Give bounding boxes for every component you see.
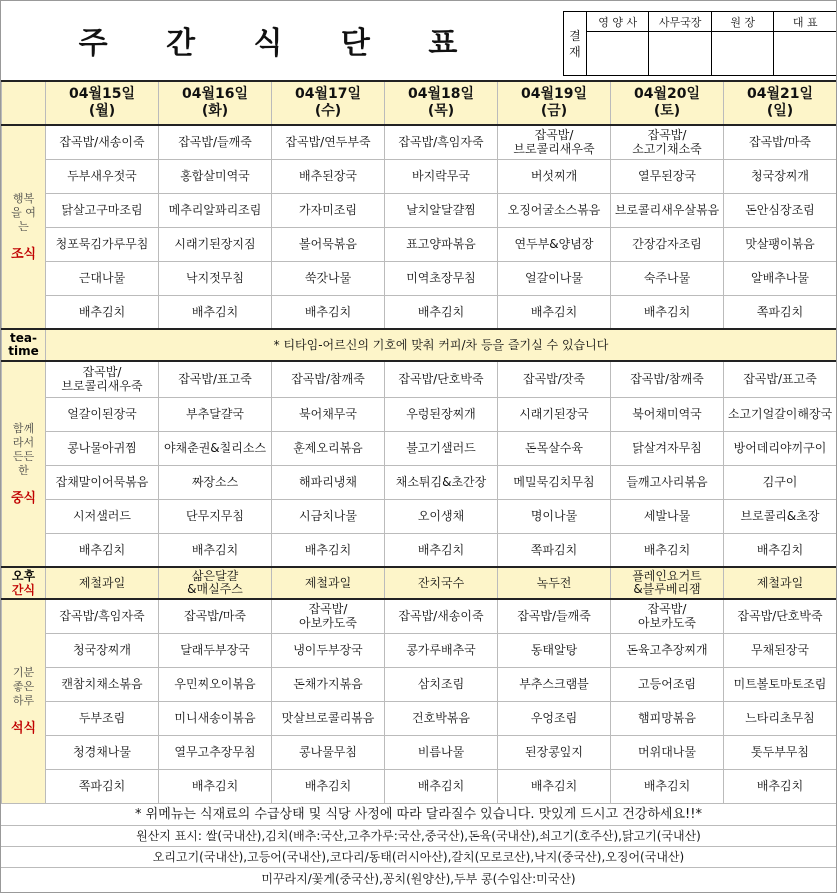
lunch-menu-item: 잡곡밥/표고죽 — [724, 361, 837, 397]
dinner-menu-item: 톳두부무침 — [724, 735, 837, 769]
weekly-menu-table — [1, 80, 837, 804]
lunch-subtitle: 함께 라서 든든 한 — [12, 422, 35, 477]
dinner-menu-item: 햄피망볶음 — [611, 701, 724, 735]
approval-sign-box — [711, 32, 774, 76]
dinner-menu-item: 청국장찌개 — [46, 633, 159, 667]
lunch-menu-item: 얼갈이된장국 — [46, 397, 159, 431]
lunch-menu-item: 잡곡밥/단호박죽 — [385, 361, 498, 397]
lunch-menu-item: 쪽파김치 — [498, 533, 611, 567]
breakfast-menu-item: 얼갈이나물 — [498, 261, 611, 295]
breakfast-menu-item: 볼어묵볶음 — [272, 227, 385, 261]
snack-item: 제철과일 — [46, 567, 159, 599]
lunch-menu-item: 시금치나물 — [272, 499, 385, 533]
lunch-menu-item: 들깨고사리볶음 — [611, 465, 724, 499]
snack-item: 플레인요거트 &블루베리잼 — [611, 567, 724, 599]
day-header — [724, 81, 837, 125]
breakfast-menu-item: 두부새우젓국 — [46, 159, 159, 193]
lunch-menu-item: 소고기얼갈이해장국 — [724, 397, 837, 431]
breakfast-menu-item: 버섯찌개 — [498, 159, 611, 193]
lunch-menu-item: 잡곡밥/참깨죽 — [272, 361, 385, 397]
breakfast-menu-item: 시래기된장지짐 — [159, 227, 272, 261]
breakfast-menu-item: 배추김치 — [611, 295, 724, 329]
dinner-menu-item: 동태알탕 — [498, 633, 611, 667]
dinner-menu-item: 쪽파김치 — [46, 769, 159, 803]
breakfast-menu-item: 돈안심장조림 — [724, 193, 837, 227]
lunch-menu-item: 짜장소스 — [159, 465, 272, 499]
origin-line-1: 원산지 표시: 쌀(국내산),김치(배추:국산,고추가루:국산,중국산),돈육(국내산),쇠고기(호주산),닭고기(국내산) — [1, 826, 836, 847]
teatime-label: tea- time — [2, 329, 46, 361]
dinner-menu-item: 열무고추장무침 — [159, 735, 272, 769]
lunch-menu-item: 브로콜리&초장 — [724, 499, 837, 533]
breakfast-menu-item: 간장감자조림 — [611, 227, 724, 261]
breakfast-menu-item: 잡곡밥/들깨죽 — [159, 125, 272, 159]
breakfast-menu-item: 열무된장국 — [611, 159, 724, 193]
dinner-menu-item: 건호박볶음 — [385, 701, 498, 735]
dinner-menu-item: 맛살브로콜리볶음 — [272, 701, 385, 735]
dinner-menu-item: 냉이두부장국 — [272, 633, 385, 667]
approval-role-nutritionist: 영 양 사 — [586, 12, 649, 32]
approval-role-office-manager: 사무국장 — [649, 12, 712, 32]
approval-sign-box — [649, 32, 712, 76]
lunch-menu-item: 야채춘권&칠리소스 — [159, 431, 272, 465]
dinner-meal-name: 석식 — [10, 721, 37, 737]
day-header — [159, 81, 272, 125]
day-of-week: (일) — [766, 103, 794, 119]
breakfast-menu-item: 잡곡밥/마죽 — [724, 125, 837, 159]
breakfast-menu-item: 잡곡밥/ 소고기채소죽 — [611, 125, 724, 159]
dinner-menu-item: 배추김치 — [724, 769, 837, 803]
lunch-menu-item: 세발나물 — [611, 499, 724, 533]
lunch-menu-item: 방어데리야끼구이 — [724, 431, 837, 465]
breakfast-menu-item: 잡곡밥/연두부죽 — [272, 125, 385, 159]
lunch-menu-item: 단무지무침 — [159, 499, 272, 533]
day-header — [385, 81, 498, 125]
day-header — [272, 81, 385, 125]
breakfast-menu-item: 잡곡밥/새송이죽 — [46, 125, 159, 159]
dinner-menu-item: 느타리초무침 — [724, 701, 837, 735]
dinner-menu-item: 머위대나물 — [611, 735, 724, 769]
breakfast-menu-item: 날치알달걀찜 — [385, 193, 498, 227]
breakfast-menu-item: 배추김치 — [46, 295, 159, 329]
day-date: 04월19일 — [520, 86, 587, 102]
day-date: 04월21일 — [746, 86, 813, 102]
snack-label — [2, 567, 46, 599]
snack-label-bottom: 간식 — [11, 583, 36, 597]
dinner-menu-item: 비름나물 — [385, 735, 498, 769]
day-date: 04월18일 — [407, 86, 474, 102]
lunch-menu-item: 오이생채 — [385, 499, 498, 533]
dinner-label — [2, 599, 46, 803]
lunch-menu-item: 배추김치 — [385, 533, 498, 567]
day-date: 04월16일 — [181, 86, 248, 102]
dinner-menu-item: 배추김치 — [159, 769, 272, 803]
breakfast-menu-item: 쪽파김치 — [724, 295, 837, 329]
day-of-week: (수) — [314, 103, 342, 119]
breakfast-menu-item: 표고양파볶음 — [385, 227, 498, 261]
snack-item: 삶은달걀 &매실주스 — [159, 567, 272, 599]
breakfast-menu-item: 메추리알꽈리조림 — [159, 193, 272, 227]
dinner-menu-item: 달래두부장국 — [159, 633, 272, 667]
dinner-menu-item: 미니새송이볶음 — [159, 701, 272, 735]
snack-item: 제철과일 — [272, 567, 385, 599]
breakfast-menu-item: 숙주나물 — [611, 261, 724, 295]
breakfast-menu-item: 바지락무국 — [385, 159, 498, 193]
breakfast-menu-item: 브로콜리새우살볶음 — [611, 193, 724, 227]
lunch-menu-item: 배추김치 — [159, 533, 272, 567]
dinner-menu-item: 배추김치 — [611, 769, 724, 803]
breakfast-menu-item: 쑥갓나물 — [272, 261, 385, 295]
lunch-menu-item: 김구이 — [724, 465, 837, 499]
day-of-week: (화) — [201, 103, 229, 119]
dinner-menu-item: 삼치조림 — [385, 667, 498, 701]
dinner-menu-item: 캔참치채소볶음 — [46, 667, 159, 701]
lunch-menu-item: 채소튀김&초간장 — [385, 465, 498, 499]
breakfast-menu-item: 배추김치 — [159, 295, 272, 329]
snack-item: 잔치국수 — [385, 567, 498, 599]
lunch-menu-item: 잡곡밥/잣죽 — [498, 361, 611, 397]
dinner-menu-item: 돈채가지볶음 — [272, 667, 385, 701]
lunch-menu-item: 시저샐러드 — [46, 499, 159, 533]
dinner-menu-item: 잡곡밥/새송이죽 — [385, 599, 498, 633]
dinner-menu-item: 고등어조림 — [611, 667, 724, 701]
approval-role-ceo: 대 표 — [774, 12, 837, 32]
dinner-menu-item: 돈육고추장찌개 — [611, 633, 724, 667]
dinner-menu-item: 잡곡밥/마죽 — [159, 599, 272, 633]
breakfast-menu-item: 미역초장무침 — [385, 261, 498, 295]
breakfast-menu-item: 배추김치 — [498, 295, 611, 329]
dinner-menu-item: 콩가루배추국 — [385, 633, 498, 667]
day-of-week: (월) — [88, 103, 116, 119]
lunch-menu-item: 해파리냉채 — [272, 465, 385, 499]
approval-role-director: 원 장 — [711, 12, 774, 32]
lunch-menu-item: 돈목살수육 — [498, 431, 611, 465]
breakfast-menu-item: 맛살팽이볶음 — [724, 227, 837, 261]
breakfast-meal-name: 조식 — [10, 247, 37, 262]
breakfast-menu-item: 청국장찌개 — [724, 159, 837, 193]
breakfast-menu-item: 닭살고구마조림 — [46, 193, 159, 227]
dinner-menu-item: 배추김치 — [385, 769, 498, 803]
lunch-menu-item: 콩나물아귀찜 — [46, 431, 159, 465]
dinner-menu-item: 콩나물무침 — [272, 735, 385, 769]
day-date: 04월20일 — [633, 86, 700, 102]
lunch-meal-name: 중식 — [10, 491, 37, 506]
breakfast-menu-item: 청포묵김가루무침 — [46, 227, 159, 261]
dinner-menu-item: 청경채나물 — [46, 735, 159, 769]
breakfast-menu-item: 홍합살미역국 — [159, 159, 272, 193]
lunch-menu-item: 북어채미역국 — [611, 397, 724, 431]
lunch-menu-item: 잡채말이어묵볶음 — [46, 465, 159, 499]
dinner-menu-item: 미트볼토마토조림 — [724, 667, 837, 701]
lunch-menu-item: 불고기샐러드 — [385, 431, 498, 465]
lunch-menu-item: 훈제오리볶음 — [272, 431, 385, 465]
lunch-menu-item: 닭살겨자무침 — [611, 431, 724, 465]
approval-box — [563, 11, 837, 76]
lunch-menu-item: 잡곡밥/ 브로콜리새우죽 — [46, 361, 159, 397]
day-of-week: (금) — [540, 103, 568, 119]
lunch-menu-item: 명이나물 — [498, 499, 611, 533]
dinner-menu-item: 배추김치 — [498, 769, 611, 803]
lunch-menu-item: 배추김치 — [724, 533, 837, 567]
lunch-menu-item: 우렁된장찌개 — [385, 397, 498, 431]
day-header — [498, 81, 611, 125]
breakfast-subtitle: 행복을 여는 — [11, 192, 36, 233]
origin-line-2: 오리고기(국내산),고등어(국내산),코다리/동태(러시아산),갈치(모로코산),낙지(중국산),오징어(국내산) — [1, 847, 836, 868]
day-of-week: (목) — [427, 103, 455, 119]
lunch-menu-item: 배추김치 — [272, 533, 385, 567]
lunch-menu-item: 시래기된장국 — [498, 397, 611, 431]
notice-text: * 위메뉴는 식재료의 수급상태 및 식당 사정에 따라 달라질수 있습니다. 맛있게 드시고 건강하세요!!* — [1, 805, 836, 826]
snack-label-top: 오후 — [11, 569, 36, 583]
breakfast-menu-item: 배추된장국 — [272, 159, 385, 193]
snack-item: 녹두전 — [498, 567, 611, 599]
breakfast-menu-item: 잡곡밥/흑임자죽 — [385, 125, 498, 159]
breakfast-menu-item: 배추김치 — [385, 295, 498, 329]
page-title: 주 간 식 단 표 — [78, 26, 482, 61]
lunch-menu-item: 잡곡밥/참깨죽 — [611, 361, 724, 397]
header-corner — [2, 81, 46, 125]
dinner-menu-item: 배추김치 — [272, 769, 385, 803]
origin-line-3: 미꾸라지/꽃게(중국산),꽁치(원양산),두부 콩(수입산:미국산) — [261, 872, 576, 886]
breakfast-menu-item: 배추김치 — [272, 295, 385, 329]
dinner-menu-item: 잡곡밥/ 아보카도죽 — [611, 599, 724, 633]
lunch-menu-item: 배추김치 — [46, 533, 159, 567]
day-header — [46, 81, 159, 125]
dinner-menu-item: 된장콩잎지 — [498, 735, 611, 769]
breakfast-menu-item: 알배추나물 — [724, 261, 837, 295]
day-date: 04월15일 — [68, 86, 135, 102]
day-date: 04월17일 — [294, 86, 361, 102]
dinner-menu-item: 잡곡밥/ 아보카도죽 — [272, 599, 385, 633]
breakfast-menu-item: 오징어굴소스볶음 — [498, 193, 611, 227]
dinner-menu-item: 우민찌오이볶음 — [159, 667, 272, 701]
approval-side-label: 결재 — [564, 12, 587, 76]
lunch-label — [2, 361, 46, 567]
breakfast-menu-item: 낙지젓무침 — [159, 261, 272, 295]
dinner-menu-item: 잡곡밥/단호박죽 — [724, 599, 837, 633]
breakfast-menu-item: 연두부&양념장 — [498, 227, 611, 261]
snack-item: 제철과일 — [724, 567, 837, 599]
dinner-menu-item: 두부조림 — [46, 701, 159, 735]
lunch-menu-item: 북어채무국 — [272, 397, 385, 431]
breakfast-menu-item: 잡곡밥/ 브로콜리새우죽 — [498, 125, 611, 159]
lunch-menu-item: 부추달걀국 — [159, 397, 272, 431]
lunch-menu-item: 메밀묵김치무침 — [498, 465, 611, 499]
lunch-menu-item: 배추김치 — [611, 533, 724, 567]
dinner-menu-item: 잡곡밥/흑임자죽 — [46, 599, 159, 633]
dinner-subtitle: 기분 좋은 하루 — [12, 666, 35, 708]
dinner-menu-item: 무채된장국 — [724, 633, 837, 667]
approval-sign-box — [774, 32, 837, 76]
dinner-menu-item: 부추스크램블 — [498, 667, 611, 701]
breakfast-menu-item: 근대나물 — [46, 261, 159, 295]
breakfast-menu-item: 가자미조림 — [272, 193, 385, 227]
dinner-menu-item: 잡곡밥/들깨죽 — [498, 599, 611, 633]
teatime-note: * 티타임-어르신의 기호에 맞춰 커피/차 등을 즐기실 수 있습니다 — [46, 329, 837, 361]
lunch-menu-item: 잡곡밥/표고죽 — [159, 361, 272, 397]
dinner-menu-item: 우엉조림 — [498, 701, 611, 735]
day-header — [611, 81, 724, 125]
approval-sign-box — [586, 32, 649, 76]
day-of-week: (토) — [653, 103, 681, 119]
breakfast-label — [2, 125, 46, 329]
